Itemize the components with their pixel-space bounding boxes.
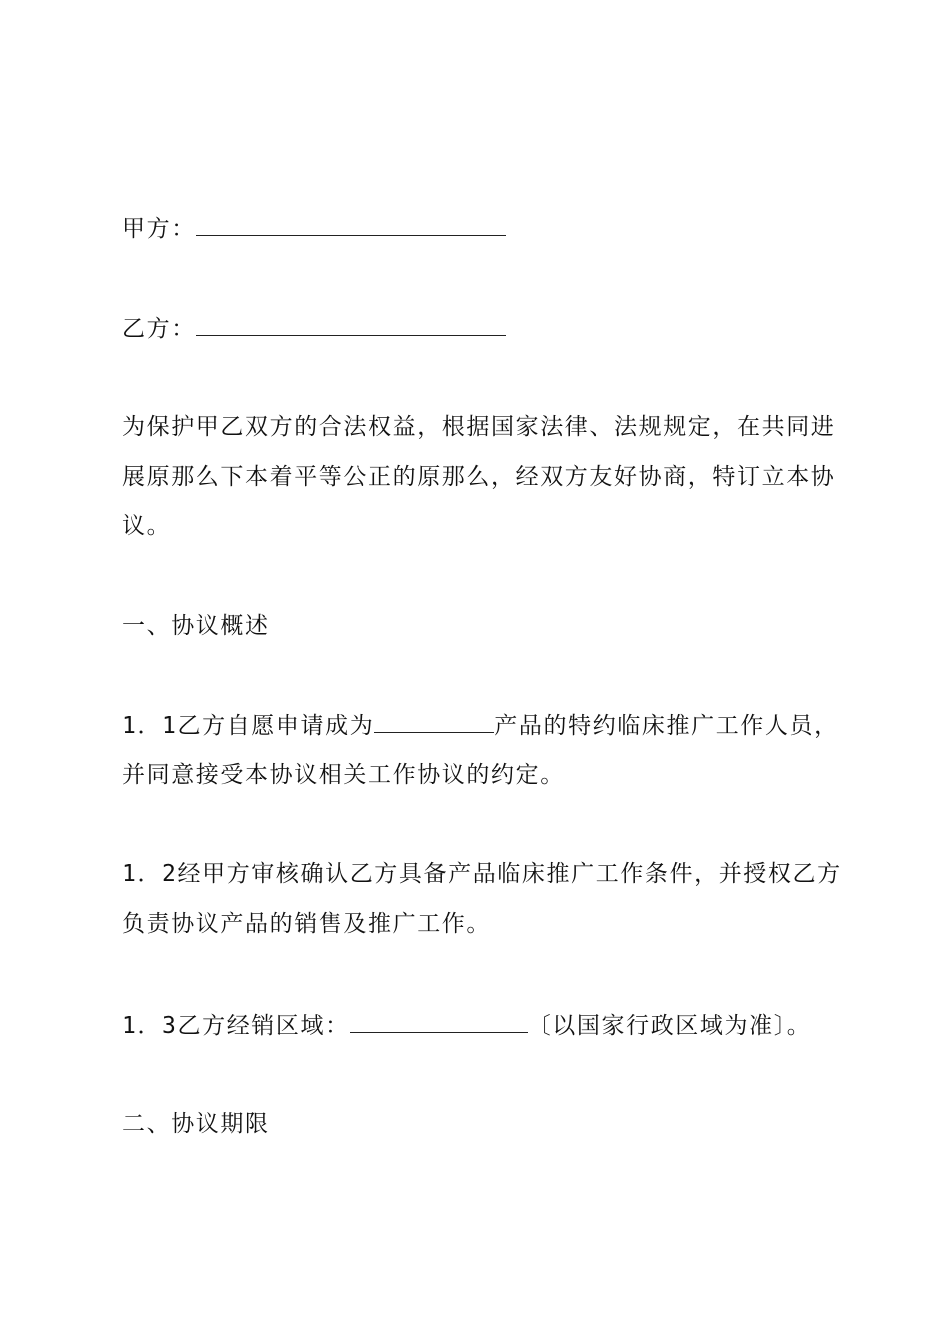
section-2-heading: 二、协议期限 bbox=[122, 1111, 270, 1137]
preamble-line-1: 为保护甲乙双方的合法权益，根据国家法律、法规规定，在共同进 bbox=[122, 414, 836, 440]
party-b-label: 乙方： bbox=[122, 316, 196, 342]
item-1-3-suffix: 〔以国家行政区域为准〕。 bbox=[527, 1013, 812, 1039]
item-1-1-line-2: 并同意接受本协议相关工作协议的约定。 bbox=[122, 762, 565, 788]
item-1-3-line bbox=[122, 1010, 811, 1041]
party-b-line bbox=[122, 313, 506, 344]
item-1-1-prefix: 1．1乙方自愿申请成为 bbox=[122, 713, 375, 739]
item-1-1-suffix: 产品的特约临床推广工作人员， bbox=[494, 713, 839, 739]
preamble-line-3: 议。 bbox=[122, 513, 172, 539]
party-b-blank[interactable] bbox=[196, 313, 506, 336]
item-1-2-line-1: 1．2经甲方审核确认乙方具备产品临床推广工作条件，并授权乙方 bbox=[122, 861, 842, 887]
party-a-label: 甲方： bbox=[122, 216, 196, 242]
product-name-blank[interactable] bbox=[374, 710, 494, 733]
party-a-line bbox=[122, 213, 506, 244]
item-1-3-prefix: 1．3乙方经销区域： bbox=[122, 1013, 350, 1039]
item-1-1-line-1 bbox=[122, 710, 839, 741]
preamble-line-2: 展原那么下本着平等公正的原那么，经双方友好协商，特订立本协 bbox=[122, 464, 836, 490]
party-a-blank[interactable] bbox=[196, 213, 506, 236]
section-1-heading: 一、协议概述 bbox=[122, 613, 270, 639]
sales-region-blank[interactable] bbox=[350, 1010, 528, 1033]
item-1-2-line-2: 负责协议产品的销售及推广工作。 bbox=[122, 911, 491, 937]
